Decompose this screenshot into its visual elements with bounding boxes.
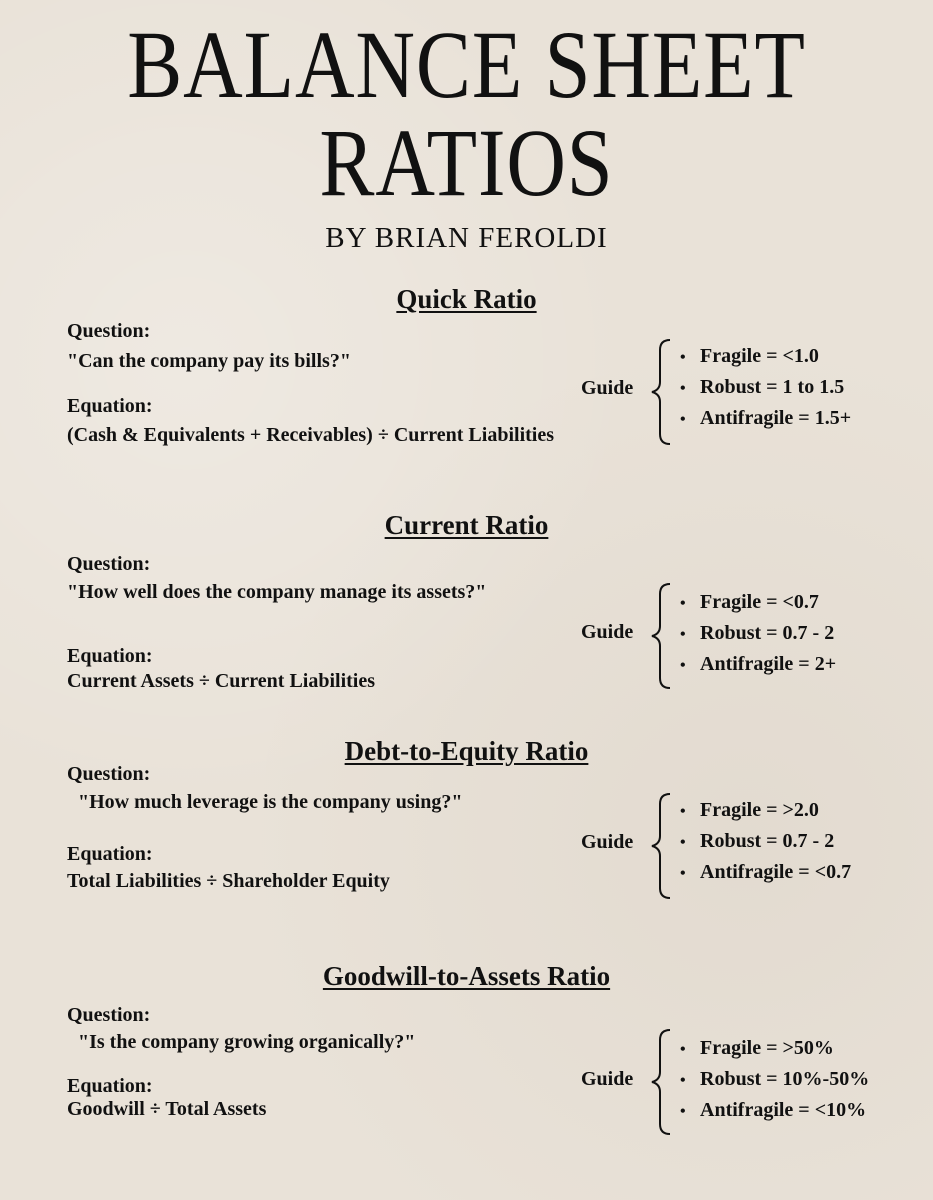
bullet-icon: • bbox=[680, 657, 686, 674]
guide-list bbox=[680, 795, 851, 888]
bullet-icon: • bbox=[680, 1041, 686, 1058]
guide-item-robust: • Robust = 0.7 - 2 bbox=[680, 826, 851, 857]
guide-label: Guide bbox=[581, 377, 634, 399]
bullet-icon: • bbox=[680, 1072, 686, 1089]
bullet-icon: • bbox=[680, 411, 686, 428]
bullet-icon: • bbox=[680, 626, 686, 643]
equation-text: (Cash & Equivalents + Receivables) ÷ Current Liabilities bbox=[67, 424, 555, 446]
guide-list bbox=[680, 587, 836, 680]
section-title-goodwill-to-assets-ratio: Goodwill-to-Assets Ratio bbox=[322, 961, 611, 991]
section-title-debt-to-equity-ratio: Debt-to-Equity Ratio bbox=[344, 736, 589, 766]
brace-icon bbox=[650, 582, 674, 690]
section-title-current-ratio: Current Ratio bbox=[384, 510, 549, 540]
byline: BY BRIAN FEROLDI bbox=[325, 222, 608, 254]
guide-item-robust: • Robust = 0.7 - 2 bbox=[680, 618, 836, 649]
guide-item-fragile: • Fragile = <0.7 bbox=[680, 587, 836, 618]
question-label: Question: bbox=[67, 553, 151, 575]
equation-label: Equation: bbox=[67, 843, 153, 865]
guide-list bbox=[680, 1033, 869, 1126]
guide-item-fragile: • Fragile = <1.0 bbox=[680, 341, 851, 372]
guide-item-fragile: • Fragile = >50% bbox=[680, 1033, 869, 1064]
guide-label: Guide bbox=[581, 1068, 634, 1090]
equation-label: Equation: bbox=[67, 1075, 153, 1097]
guide-label: Guide bbox=[581, 831, 634, 853]
guide-item-robust: • Robust = 1 to 1.5 bbox=[680, 372, 851, 403]
section-title-quick-ratio: Quick Ratio bbox=[396, 284, 537, 314]
guide-item-antifragile: • Antifragile = <0.7 bbox=[680, 857, 851, 888]
guide-item-antifragile: • Antifragile = 1.5+ bbox=[680, 403, 851, 434]
bullet-icon: • bbox=[680, 803, 686, 820]
brace-icon bbox=[650, 792, 674, 900]
bullet-icon: • bbox=[680, 1103, 686, 1120]
question-label: Question: bbox=[67, 763, 151, 785]
equation-label: Equation: bbox=[67, 395, 153, 417]
bullet-icon: • bbox=[680, 865, 686, 882]
guide-list bbox=[680, 341, 851, 434]
bullet-icon: • bbox=[680, 380, 686, 397]
brace-icon bbox=[650, 338, 674, 446]
bullet-icon: • bbox=[680, 349, 686, 366]
equation-text: Goodwill ÷ Total Assets bbox=[67, 1098, 267, 1120]
guide-item-antifragile: • Antifragile = 2+ bbox=[680, 649, 836, 680]
guide-item-fragile: • Fragile = >2.0 bbox=[680, 795, 851, 826]
guide-item-robust: • Robust = 10%-50% bbox=[680, 1064, 869, 1095]
bullet-icon: • bbox=[680, 834, 686, 851]
page-title-line-2: RATIOS bbox=[319, 109, 614, 216]
guide-label: Guide bbox=[581, 621, 634, 643]
question-text: "How well does the company manage its assets?" bbox=[67, 581, 487, 603]
equation-text: Current Assets ÷ Current Liabilities bbox=[67, 670, 376, 692]
question-label: Question: bbox=[67, 320, 151, 342]
bullet-icon: • bbox=[680, 595, 686, 612]
brace-icon bbox=[650, 1028, 674, 1136]
question-label: Question: bbox=[67, 1004, 151, 1026]
guide-item-antifragile: • Antifragile = <10% bbox=[680, 1095, 869, 1126]
question-text: "Can the company pay its bills?" bbox=[67, 350, 351, 372]
equation-label: Equation: bbox=[67, 645, 153, 667]
question-text: "How much leverage is the company using?" bbox=[78, 791, 463, 813]
equation-text: Total Liabilities ÷ Shareholder Equity bbox=[67, 870, 390, 892]
page-title-line-1: BALANCE SHEET bbox=[127, 11, 806, 118]
question-text: "Is the company growing organically?" bbox=[78, 1031, 416, 1053]
